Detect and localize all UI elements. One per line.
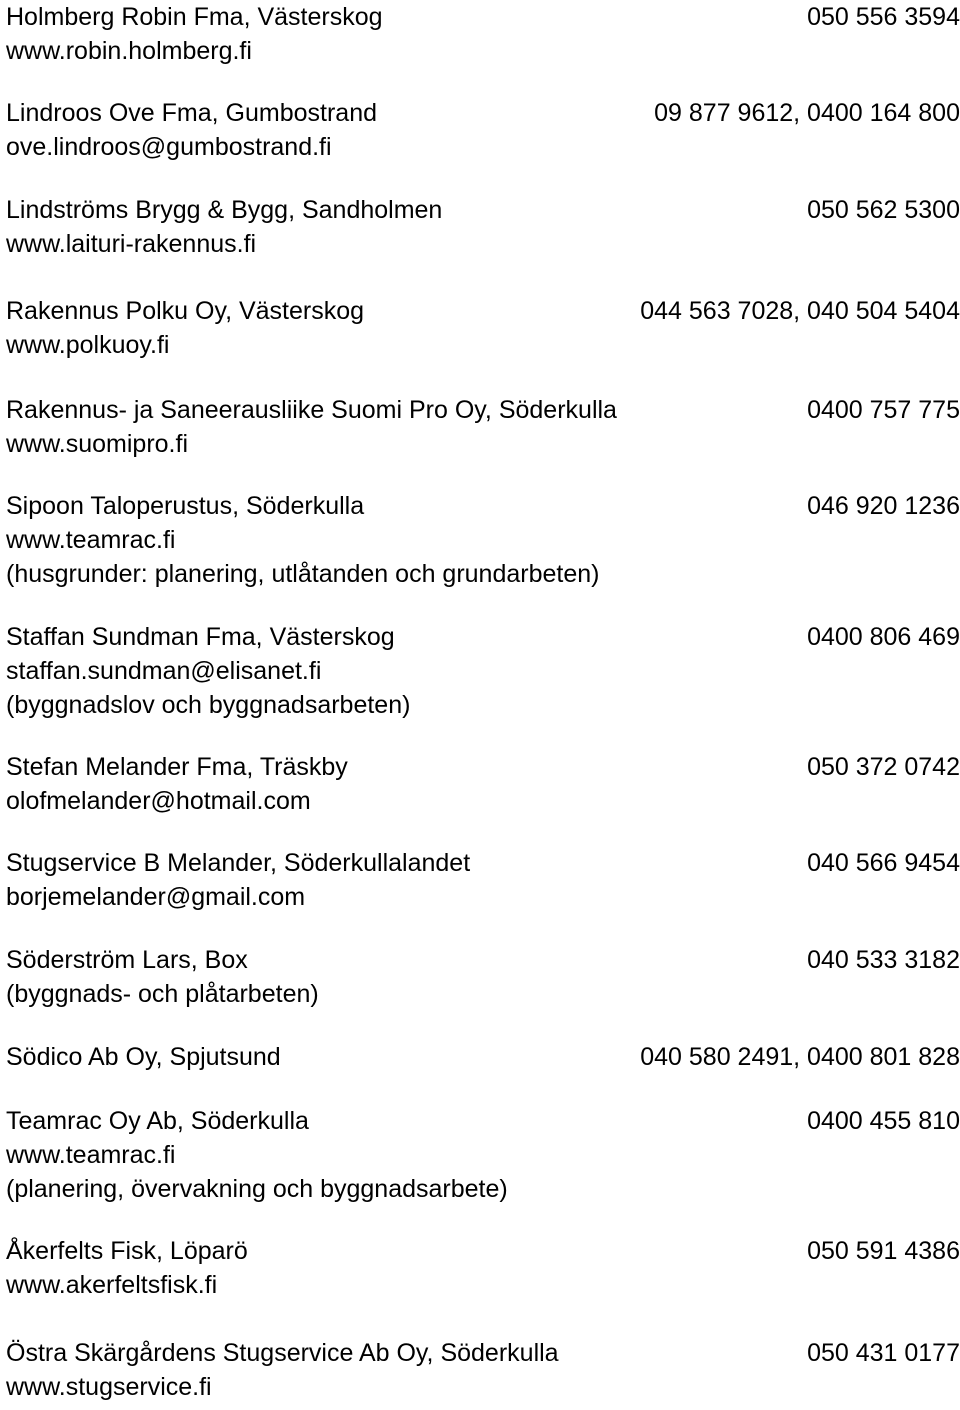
entry-header [6, 294, 960, 328]
business-name: Sipoon Taloperustus, Söderkulla [6, 492, 365, 520]
directory-entry [6, 96, 960, 164]
entry-header [6, 1234, 960, 1268]
business-name: Staffan Sundman Fma, Västerskog [6, 623, 395, 651]
service-description: (planering, övervakning och byggnadsarbete) [6, 1175, 508, 1203]
directory-entry [6, 750, 960, 818]
phone-number: 040 566 9454 [807, 849, 960, 877]
business-name: Stefan Melander Fma, Träskby [6, 753, 348, 781]
directory-entry [6, 489, 960, 591]
business-name: Södico Ab Oy, Spjutsund [6, 1043, 281, 1071]
entry-header [6, 1040, 960, 1074]
business-name: Östra Skärgårdens Stugservice Ab Oy, Söderkulla [6, 1339, 559, 1367]
business-name: Söderström Lars, Box [6, 946, 248, 974]
contact-link: www.teamrac.fi [6, 1141, 176, 1169]
contact-link: borjemelander@gmail.com [6, 883, 306, 911]
contact-link: www.stugservice.fi [6, 1373, 212, 1401]
directory-entry [6, 0, 960, 68]
contact-link: www.teamrac.fi [6, 526, 176, 554]
contact-link: olofmelander@hotmail.com [6, 787, 311, 815]
entry-header [6, 750, 960, 784]
phone-number: 050 372 0742 [807, 753, 960, 781]
directory-entry [6, 1104, 960, 1206]
entry-header [6, 1336, 960, 1370]
entry-header [6, 393, 960, 427]
business-name: Lindroos Ove Fma, Gumbostrand [6, 99, 377, 127]
contact-link: ove.lindroos@gumbostrand.fi [6, 133, 332, 161]
directory-entry [6, 1040, 960, 1074]
phone-number: 040 533 3182 [807, 946, 960, 974]
entry-header [6, 193, 960, 227]
business-name: Rakennus Polku Oy, Västerskog [6, 297, 365, 325]
business-name: Stugservice B Melander, Söderkullalandet [6, 849, 471, 877]
service-description: (byggnadslov och byggnadsarbeten) [6, 691, 411, 719]
directory-entry [6, 846, 960, 914]
business-name: Teamrac Oy Ab, Söderkulla [6, 1107, 309, 1135]
service-description: (byggnads- och plåtarbeten) [6, 980, 319, 1008]
contact-link: www.akerfeltsfisk.fi [6, 1271, 218, 1299]
directory-entry [6, 620, 960, 722]
phone-number: 0400 455 810 [807, 1107, 960, 1135]
business-name: Lindströms Brygg & Bygg, Sandholmen [6, 196, 443, 224]
entry-header [6, 846, 960, 880]
entry-header [6, 943, 960, 977]
service-description: (husgrunder: planering, utlåtanden och grundarbeten) [6, 560, 600, 588]
directory-entry [6, 1336, 960, 1404]
entry-header [6, 1104, 960, 1138]
entry-header [6, 620, 960, 654]
directory-entry [6, 1234, 960, 1302]
entry-header [6, 0, 960, 34]
phone-number: 0400 806 469 [807, 623, 960, 651]
phone-number: 0400 757 775 [807, 396, 960, 424]
entry-header [6, 489, 960, 523]
contact-link: www.polkuoy.fi [6, 331, 170, 359]
directory-entry [6, 193, 960, 261]
directory-entry [6, 943, 960, 1011]
phone-number: 044 563 7028, 040 504 5404 [640, 297, 960, 325]
contact-link: staffan.sundman@elisanet.fi [6, 657, 322, 685]
contact-link: www.laituri-rakennus.fi [6, 230, 257, 258]
contact-link: www.robin.holmberg.fi [6, 37, 252, 65]
phone-number: 050 431 0177 [807, 1339, 960, 1367]
phone-number: 050 591 4386 [807, 1237, 960, 1265]
phone-number: 050 556 3594 [807, 3, 960, 31]
business-name: Rakennus- ja Saneerausliike Suomi Pro Oy, Söderkulla [6, 396, 617, 424]
business-name: Holmberg Robin Fma, Västerskog [6, 3, 383, 31]
phone-number: 040 580 2491, 0400 801 828 [640, 1043, 960, 1071]
directory-entry [6, 294, 960, 362]
phone-number: 09 877 9612, 0400 164 800 [654, 99, 960, 127]
directory-entry [6, 393, 960, 461]
contact-link: www.suomipro.fi [6, 430, 188, 458]
entry-header [6, 96, 960, 130]
phone-number: 046 920 1236 [807, 492, 960, 520]
business-name: Åkerfelts Fisk, Löparö [6, 1237, 248, 1265]
phone-number: 050 562 5300 [807, 196, 960, 224]
